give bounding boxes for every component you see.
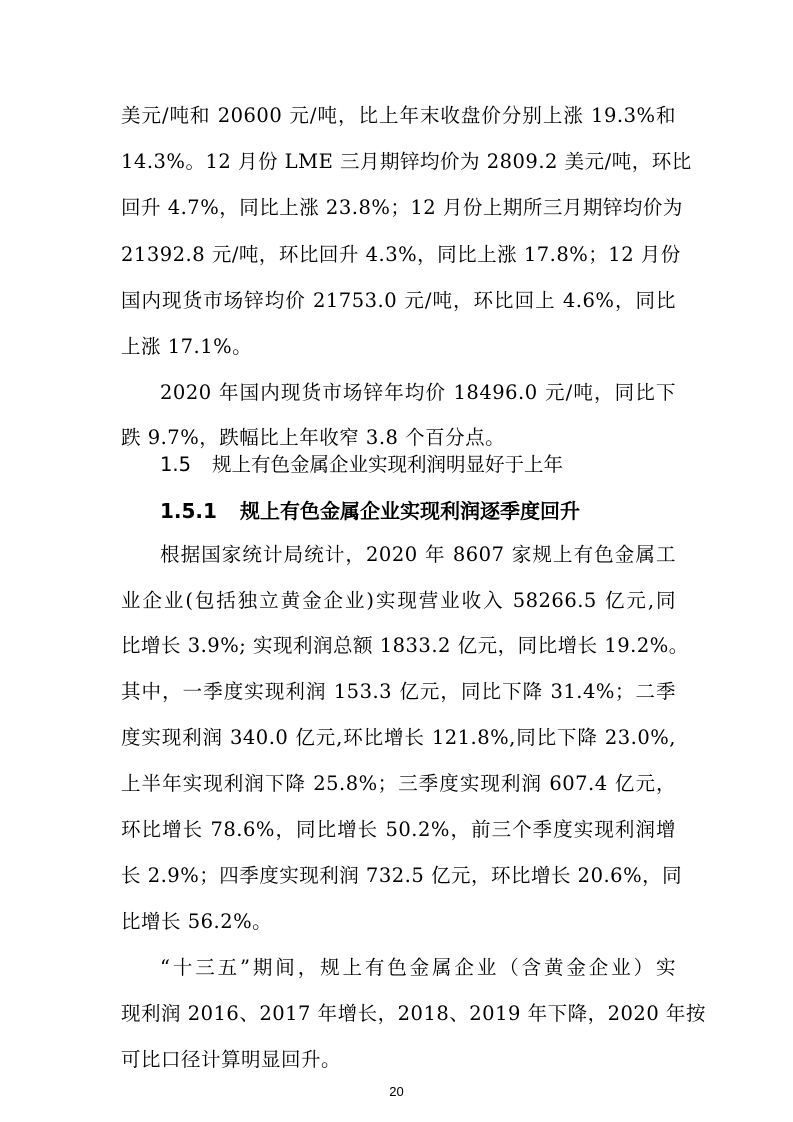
- subsection-heading-1-5-1: [160, 491, 580, 531]
- page-number: 20: [389, 1084, 404, 1099]
- paragraph-3-line-8: 长 2.9%；四季度实现利润 732.5 亿元，环比增长 20.6%，同: [121, 864, 683, 887]
- paragraph-3-line-6: 上半年实现利润下降 25.8%；三季度实现利润 607.4 亿元，: [121, 772, 676, 795]
- paragraph-3-line-3: 比增长 3.9%; 实现利润总额 1833.2 亿元，同比增长 19.2%。: [121, 634, 689, 657]
- paragraph-3-line-4: 其中，一季度实现利润 153.3 亿元，同比下降 31.4%；二季: [121, 680, 676, 703]
- paragraph-1-line-2: 14.3%。12 月份 LME 三月期锌均价为 2809.2 美元/吨，环比: [121, 150, 692, 173]
- paragraph-3-line-9: 比增长 56.2%。: [121, 910, 273, 933]
- section-heading-1-5: [160, 445, 563, 485]
- paragraph-1-line-6: 上涨 17.1%。: [121, 335, 253, 358]
- subsection-title: 规上有色金属企业实现利润逐季度回升: [240, 499, 580, 523]
- paragraph-3-line-5: 度实现利润 340.0 亿元,环比增长 121.8%,同比下降 23.0%,: [121, 726, 676, 749]
- section-number: 1.5: [160, 453, 192, 476]
- paragraph-4-line-1: “十三五”期间，规上有色金属企业（含黄金企业）实: [160, 956, 676, 979]
- paragraph-2-line-1: 2020 年国内现货市场锌年均价 18496.0 元/吨，同比下: [160, 381, 676, 404]
- paragraph-1-line-5: 国内现货市场锌均价 21753.0 元/吨，环比回上 4.6%，同比: [121, 289, 676, 312]
- paragraph-3-line-1: 根据国家统计局统计，2020 年 8607 家规上有色金属工: [160, 543, 676, 566]
- paragraph-1-line-3: 回升 4.7%，同比上涨 23.8%；12 月份上期所三月期锌均价为: [121, 196, 683, 219]
- paragraph-4-line-2: 现利润 2016、2017 年增长，2018、2019 年下降，2020 年按: [121, 1002, 706, 1025]
- paragraph-3-line-7: 环比增长 78.6%，同比增长 50.2%，前三个季度实现利润增: [121, 818, 676, 841]
- paragraph-1-line-4: 21392.8 元/吨，环比回升 4.3%，同比上涨 17.8%；12 月份: [121, 243, 681, 266]
- paragraph-3-line-2: 业企业(包括独立黄金企业)实现营业收入 58266.5 亿元,同: [121, 589, 676, 612]
- subsection-number: 1.5.1: [160, 499, 217, 523]
- paragraph-1-line-1: 美元/吨和 20600 元/吨，比上年末收盘价分别上涨 19.3%和: [121, 104, 676, 127]
- paragraph-4-line-3: 可比口径计算明显回升。: [121, 1048, 342, 1071]
- paragraph-2-line-2: 跌 9.7%，跌幅比上年收窄 3.8 个百分点。: [121, 426, 506, 449]
- section-title: 规上有色金属企业实现利润明显好于上年: [212, 453, 564, 476]
